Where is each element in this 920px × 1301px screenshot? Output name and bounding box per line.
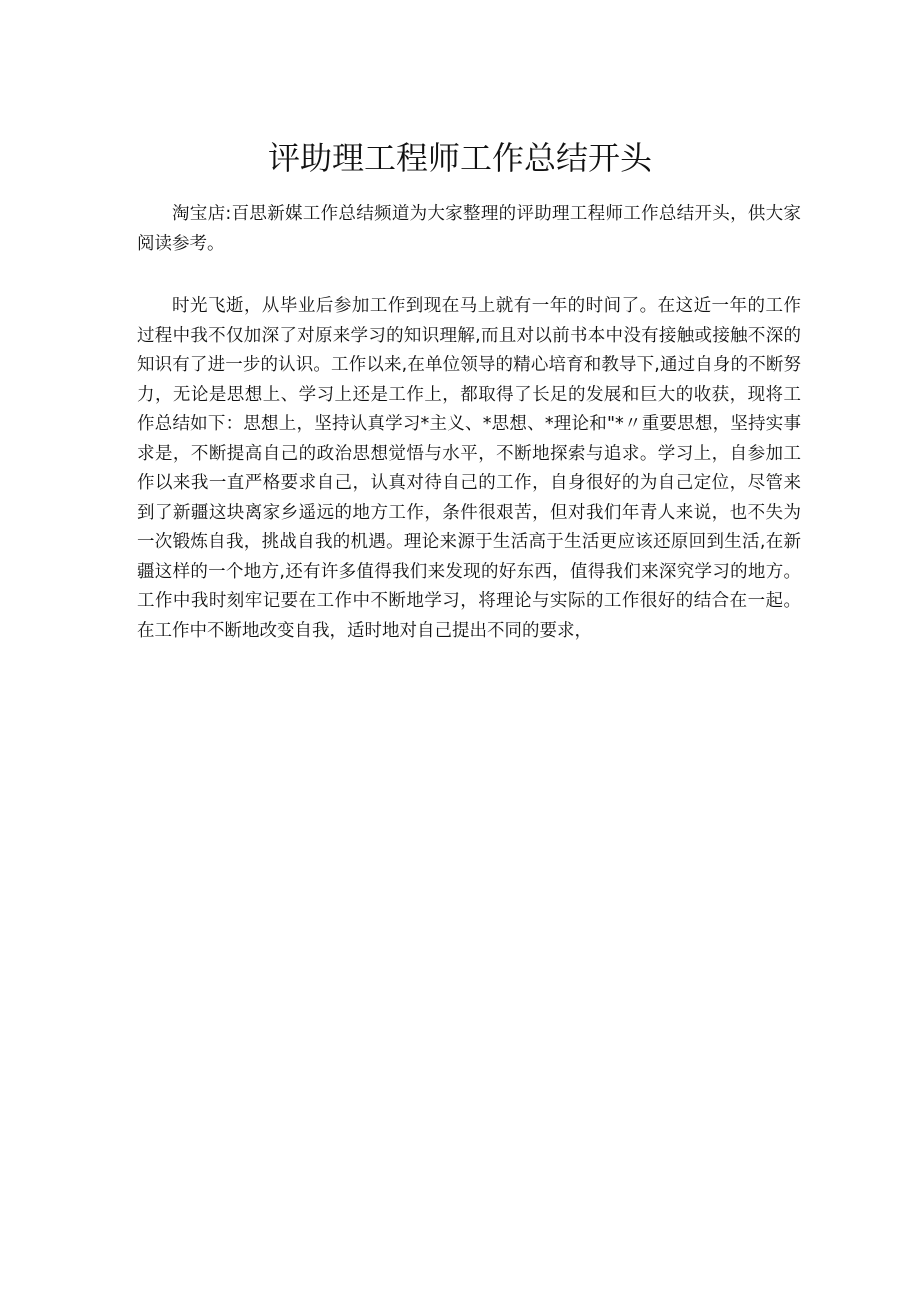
intro-paragraph: 淘宝店:百思新媒工作总结频道为大家整理的评助理工程师工作总结开头，供大家阅读参考。 (137, 204, 801, 254)
document-title: 评助理工程师工作总结开头 (267, 139, 652, 177)
body-paragraph: 时光飞逝，从毕业后参加工作到现在马上就有一年的时间了。在这近一年的工作过程中我不仅加深了对原来学习的知识理解,而且对以前书本中没有接触或接触不深的知识有了进一步的认识。工作以来,在单位领导的精心培育和教导下,通过自身的不断努力，无论是思想上、学习上还是工作上，都取得了长足的发展和巨大的收获，现将工作总结如下：思想上，坚持认真学习*主义、*思想、*理论和"*〃重要思想，坚持实事求是，不断提高自己的政治思想觉悟与水平，不断地探索与追求。学习上，自参加工作以来我一直严格要求自己，认真对待自己的工作，自身很好的为自己定位，尽管来到了新疆这块离家乡遥远的地方工作，条件很艰苦，但对我们年青人来说，也不失为一次锻炼自我，挑战自我的机遇。理论来源于生活高于生活更应该还原回到生活,在新疆这样的一个地方,还有许多值得我们来发现的好东西，值得我们来深究学习的地方。工作中我时刻牢记要在工作中不断地学习，将理论与实际的工作很好的结合在一起。在工作中不断地改变自我，适时地对自己提出不同的要求， (137, 296, 801, 641)
